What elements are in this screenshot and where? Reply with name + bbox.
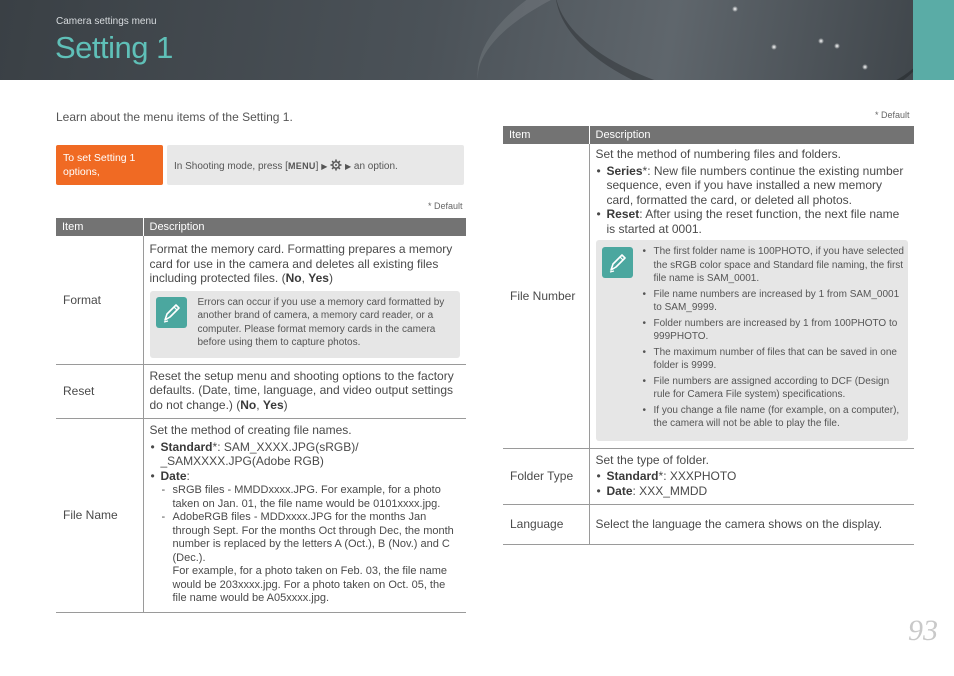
left-settings-table [56, 218, 466, 613]
note-pen-icon [602, 247, 633, 278]
note-list [642, 245, 908, 433]
default-marker: * [658, 469, 664, 483]
option-no: No [285, 271, 302, 285]
column-header: Description [143, 218, 466, 236]
paren-open: ( [236, 397, 241, 412]
option-standard: Standard [606, 469, 659, 483]
description-text: Set the method of creating file names. [149, 423, 352, 437]
folder-type-description [589, 448, 914, 505]
item-file-name: File Name [56, 419, 143, 613]
note-item: • File numbers are assigned according to DCF (Design rule for Camera File system) specifications. [642, 375, 908, 402]
format-description [143, 236, 466, 364]
sparkle-decoration [771, 44, 777, 50]
sub-list-item [161, 511, 461, 606]
item-file-number: File Number [503, 144, 589, 448]
table-header-row [56, 218, 466, 236]
note-item: • The maximum number of files that can be saved in one folder is 9999. [642, 346, 908, 373]
table-row [503, 144, 914, 448]
option-text: : [186, 468, 190, 483]
sparkle-decoration [834, 43, 840, 49]
description-text: Reset the setup menu and shooting options to the factory defaults. (Date, time, language, and video output settings do not change.) [149, 368, 454, 412]
description-text: Format the memory card. Formatting prepares a memory card for use in the camera and deletes all existing files including protected files. [149, 242, 453, 285]
option-standard: Standard [160, 439, 213, 454]
sub-list-text: For example, for a photo taken on Feb. 03, the file name would be 203xxxx.jpg. For a photo taken on Oct. 05, the file name would be A05xxxx.jpg. [172, 565, 448, 604]
note-item: • Folder numbers are increased by 1 from 100PHOTO to 999PHOTO. [642, 317, 908, 344]
note-pen-icon [156, 297, 187, 328]
list-item [150, 440, 461, 469]
table-row [56, 236, 466, 364]
arrow-right-icon: ▶ [321, 162, 328, 171]
note-item: • The first folder name is 100PHOTO, if you have selected the sRGB color space and Standard file naming, the first file name is SAM_0001. [642, 245, 908, 286]
paren-close: ) [283, 397, 288, 412]
section-tab [913, 0, 954, 80]
option-no: No [240, 397, 257, 412]
paren-open: ( [281, 271, 286, 285]
option-yes: Yes [308, 271, 329, 285]
reset-description [143, 364, 466, 419]
list-item [596, 469, 909, 484]
column-header: Description [589, 126, 914, 144]
list-item [596, 484, 909, 499]
sparkle-decoration [818, 38, 824, 44]
arrow-right-icon: ▶ [344, 162, 352, 171]
separator: , [301, 271, 309, 285]
table-row [503, 505, 914, 545]
separator: , [256, 397, 263, 412]
page-title: Setting 1 [55, 30, 173, 65]
sub-list-item: - sRGB files - MMDDxxxx.JPG. For example, for a photo taken on Jan. 01, the file name would be 0101xxxx.jpg. [161, 484, 461, 511]
option-reset: Reset [606, 207, 640, 221]
page-header [0, 0, 954, 80]
table-row [56, 364, 466, 419]
option-text: : After using the reset function, the next file name is started at 0001. [606, 207, 900, 236]
item-language: Language [503, 505, 589, 545]
default-marker: * [642, 163, 648, 178]
table-row [503, 448, 914, 505]
option-list [596, 469, 909, 498]
note-text: Errors can occur if you use a memory card formatted by another brand of camera, a memory card reader, or a computer. Please format memory cards in the camera before using them to capture photos. [197, 296, 445, 348]
table-row [56, 419, 466, 613]
option-yes: Yes [262, 397, 284, 412]
default-note: * Default [428, 201, 463, 211]
page-number: 93 [908, 614, 938, 647]
list-item [150, 469, 461, 606]
intro-text: Learn about the menu items of the Setting 1. [56, 110, 293, 124]
step-text: ] [315, 161, 319, 172]
option-text: : XXXPHOTO [663, 469, 737, 483]
list-item [596, 207, 909, 236]
item-folder-type: Folder Type [503, 448, 589, 505]
item-reset: Reset [56, 364, 143, 419]
sparkle-decoration [732, 6, 738, 12]
option-date: Date [606, 483, 633, 498]
option-series: Series [606, 163, 643, 178]
file-number-description [589, 144, 914, 448]
table-header-row [503, 126, 914, 144]
step-label: To set Setting 1 options, [56, 145, 163, 185]
options-text [236, 398, 287, 412]
column-header: Item [56, 218, 143, 236]
default-note: * Default [875, 110, 910, 120]
step-instructions [167, 145, 464, 185]
column-header: Item [503, 126, 589, 144]
option-list [596, 164, 909, 237]
step-text: In Shooting mode, press [ [174, 161, 288, 172]
sub-list-text: AdobeRGB files - MDDxxxx.JPG for the months Jan through Sept. For the months Oct through Dec, the month number is replaced by the letters A (Oct.), B (Nov.) and C (Dec.). [172, 511, 454, 564]
sub-list [161, 484, 461, 606]
option-date: Date [160, 468, 187, 483]
item-format: Format [56, 236, 143, 364]
file-name-description [143, 419, 466, 613]
note-box [150, 291, 461, 358]
note-item: • If you change a file name (for example, on a computer), the camera will not be able to play the file. [642, 404, 908, 431]
section-title: Camera settings menu [56, 16, 157, 27]
note-item: • File name numbers are increased by 1 from SAM_0001 to SAM_9999. [642, 288, 908, 315]
note-box [596, 240, 909, 441]
option-list [150, 440, 461, 606]
description-text: Set the method of numbering files and folders. [595, 147, 841, 161]
gear-icon [330, 159, 342, 174]
default-marker: * [212, 439, 218, 454]
description-text: Set the type of folder. [595, 452, 709, 467]
menu-key-label: MENU [287, 161, 316, 171]
option-text: : XXX_MMDD [632, 483, 708, 498]
step-text: an option. [353, 161, 398, 172]
options-text [282, 271, 333, 285]
list-item [596, 164, 909, 208]
sparkle-decoration [862, 64, 868, 70]
option-text: : SAM_XXXX.JPG(sRGB)/ _SAMXXXX.JPG(Adobe RGB) [160, 439, 359, 468]
right-settings-table [503, 126, 914, 545]
option-text: : New file numbers continue the existing number sequence, even if you have installed a new memory card, formatted the card, or deleted all photos. [606, 163, 904, 207]
language-description: Select the language the camera shows on the display. [589, 505, 914, 545]
paren-close: ) [328, 271, 333, 285]
